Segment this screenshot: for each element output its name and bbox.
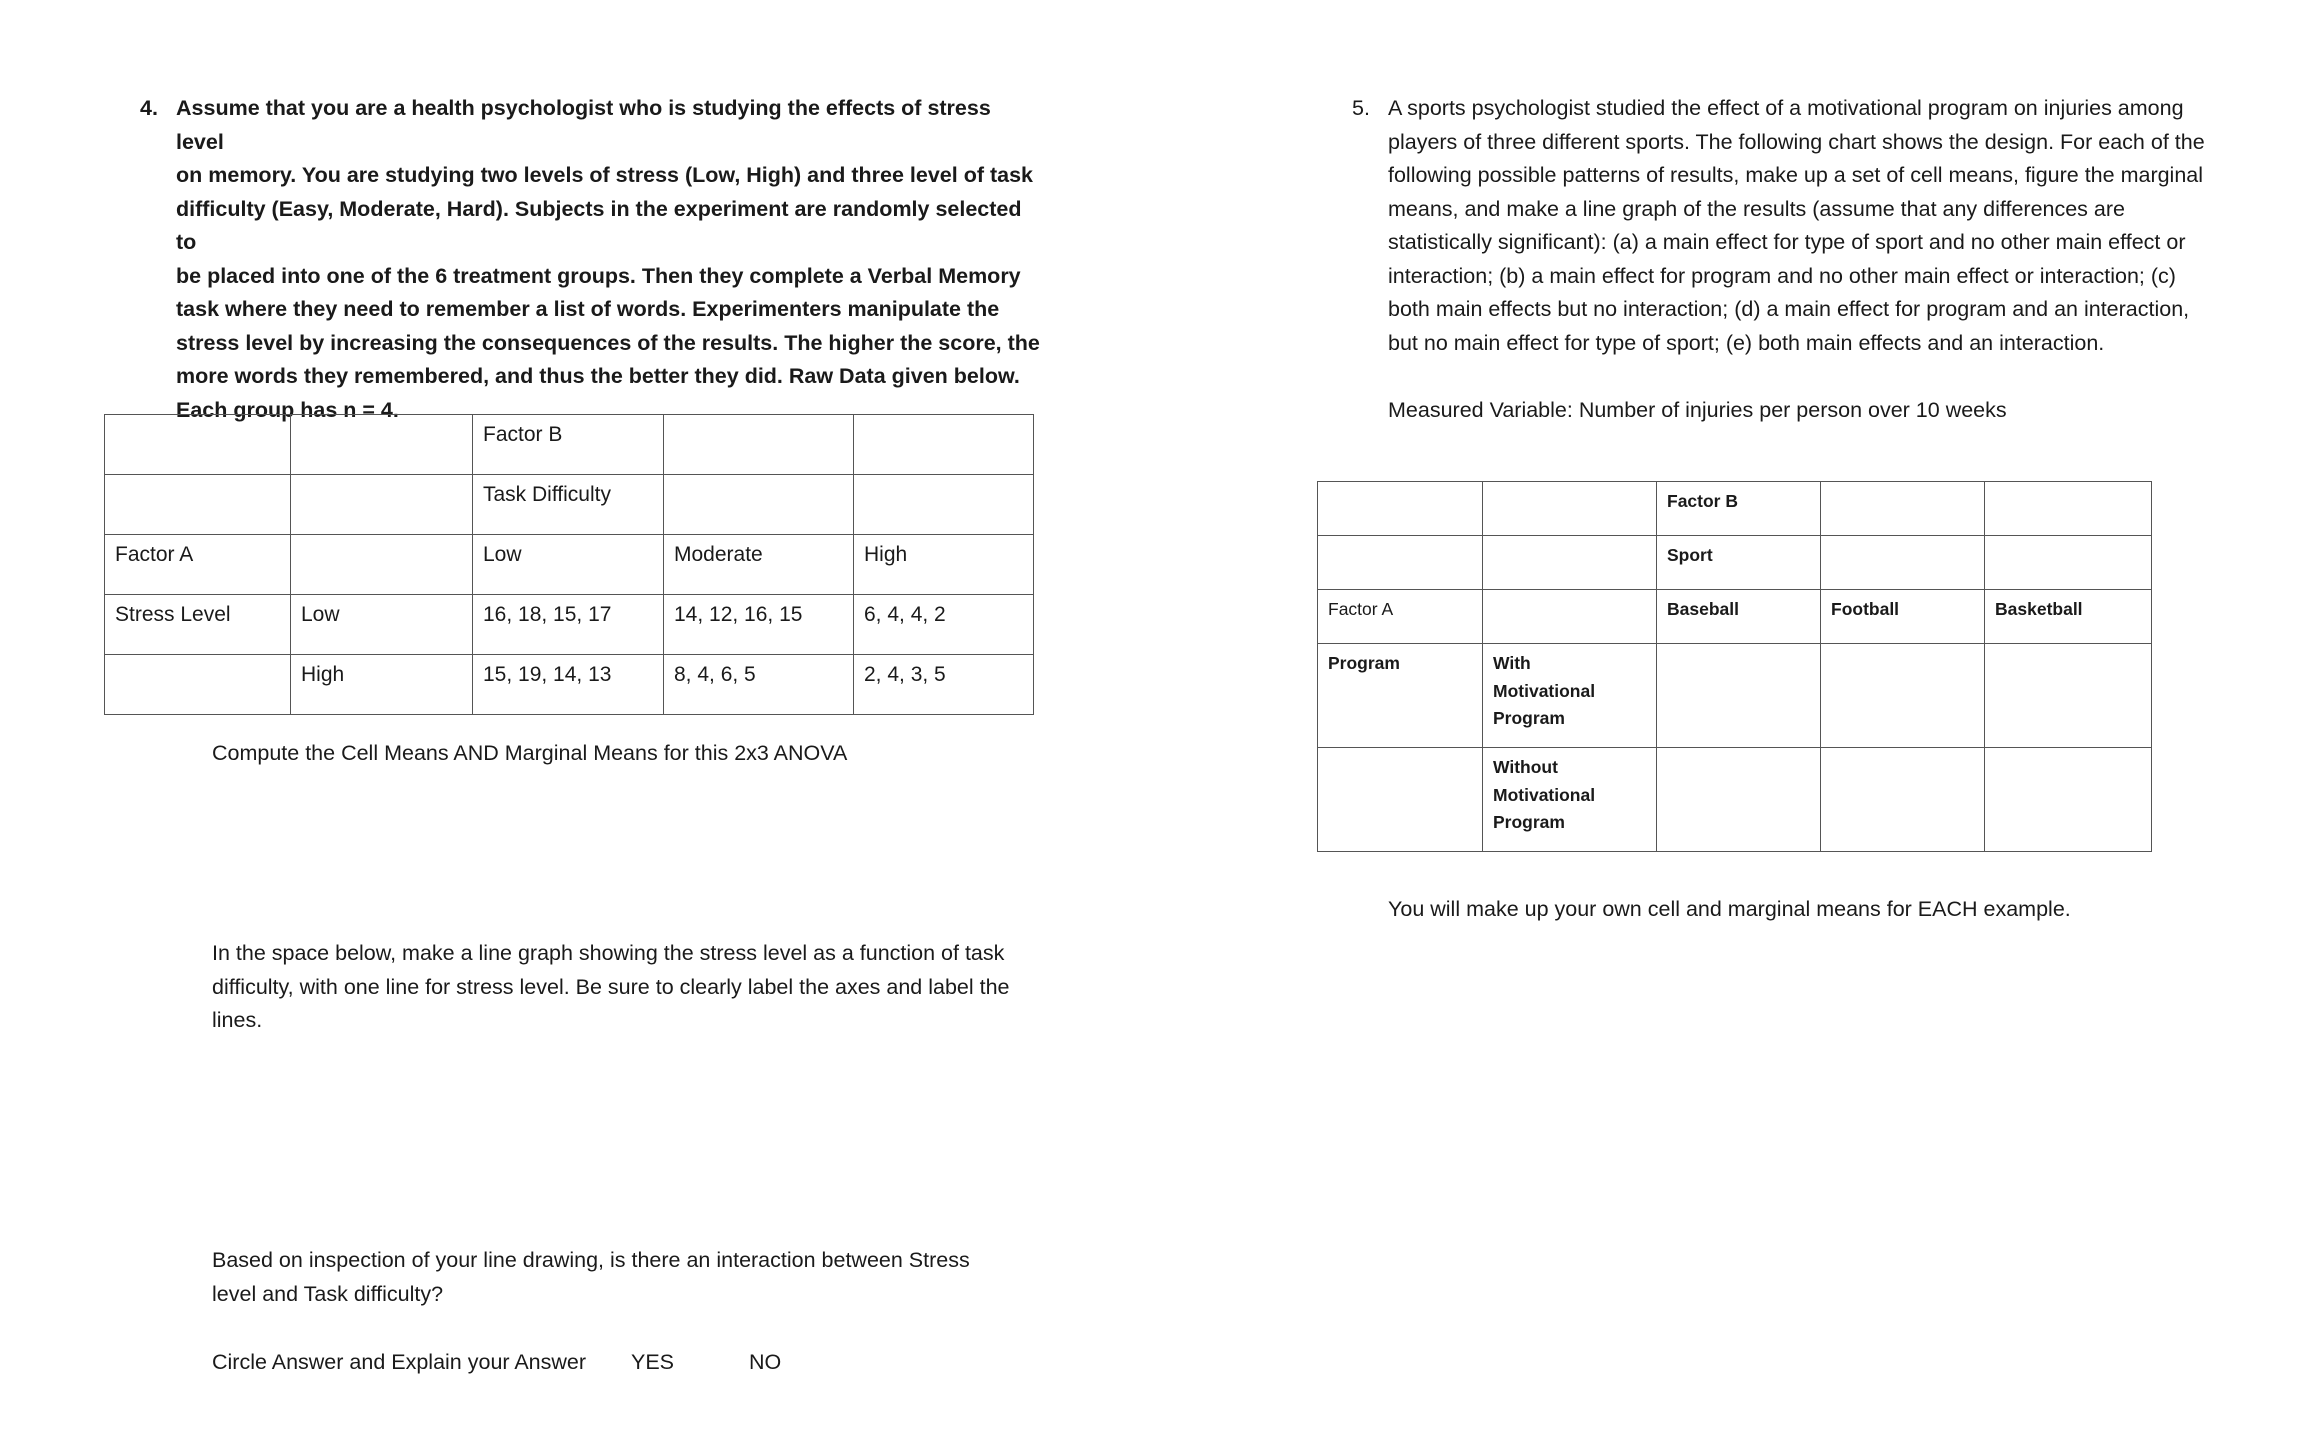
table-row [1318, 536, 2152, 590]
table-row [105, 595, 1034, 655]
stress-low-label: Low [291, 595, 473, 655]
table-cell [854, 415, 1034, 475]
table-cell [1985, 748, 2152, 852]
table-cell: 15, 19, 14, 13 [473, 655, 664, 715]
question-5 [1352, 92, 2252, 360]
table-cell: 6, 4, 4, 2 [854, 595, 1034, 655]
stress-level-header: Stress Level [105, 595, 291, 655]
table-row [1318, 590, 2152, 644]
table-cell [1985, 536, 2152, 590]
table-cell [1483, 536, 1657, 590]
measured-variable: Measured Variable: Number of injuries per person over 10 weeks [1388, 398, 2007, 422]
table-cell [854, 475, 1034, 535]
level-high-header: High [854, 535, 1034, 595]
table-cell [1985, 644, 2152, 748]
table-cell [291, 475, 473, 535]
table-cell [1318, 748, 1483, 852]
sport-header: Sport [1657, 536, 1821, 590]
factor-a-header: Factor A [1318, 590, 1483, 644]
question-5-text: A sports psychologist studied the effect of a motivational program on injuries among players of three different sports. The following chart shows the design. For each of the following possible patterns of results, make up a set of cell means, figure the marginal means, and make a line graph of the results (assume that any differences are statistically significant): (a) a main effect for type of sport and no other main effect or interaction; (b) a main effect for program and no other main effect or interaction; (c) both main effects but no interaction; (d) a main effect for program and an interaction, but no main effect for type of sport; (e) both main effects and an interaction. [1388, 96, 2205, 355]
table-cell [664, 475, 854, 535]
baseball-header: Baseball [1657, 590, 1821, 644]
basketball-header: Basketball [1985, 590, 2152, 644]
factor-b-header: Factor B [473, 415, 664, 475]
question-4 [140, 92, 1040, 427]
line-graph-instruction: In the space below, make a line graph showing the stress level as a function of task difficulty, with one line for stress level. Be sure to clearly label the axes and label the lines. [212, 941, 1010, 1032]
table-row [1318, 748, 2152, 852]
table-cell [1657, 748, 1821, 852]
factor-b-header: Factor B [1657, 482, 1821, 536]
table-cell [105, 415, 291, 475]
own-means-note: You will make up your own cell and marginal means for EACH example. [1388, 897, 2071, 921]
factor-a-header: Factor A [105, 535, 291, 595]
design-table [1317, 481, 2152, 852]
table-cell [664, 415, 854, 475]
table-cell [1318, 536, 1483, 590]
interaction-question: Based on inspection of your line drawing, is there an interaction between Stress level and Task difficulty? [212, 1248, 970, 1306]
table-cell [105, 475, 291, 535]
compute-instruction: Compute the Cell Means AND Marginal Means for this 2x3 ANOVA [212, 741, 848, 765]
yes-option[interactable]: YES [631, 1350, 675, 1374]
table-cell: 14, 12, 16, 15 [664, 595, 854, 655]
table-cell: 16, 18, 15, 17 [473, 595, 664, 655]
table-cell [105, 655, 291, 715]
question-4-number: 4. [140, 96, 158, 120]
no-option[interactable]: NO [749, 1350, 782, 1374]
circle-answer-label: Circle Answer and Explain your Answer [212, 1350, 587, 1374]
table-row [1318, 644, 2152, 748]
table-row [105, 655, 1034, 715]
level-moderate-header: Moderate [664, 535, 854, 595]
question-5-number: 5. [1352, 96, 1370, 120]
table-cell [1821, 536, 1985, 590]
level-low-header: Low [473, 535, 664, 595]
table-cell: 2, 4, 3, 5 [854, 655, 1034, 715]
table-cell [1821, 644, 1985, 748]
table-cell [1318, 482, 1483, 536]
table-cell [1483, 482, 1657, 536]
table-cell [1657, 644, 1821, 748]
table-row [105, 475, 1034, 535]
table-cell: 8, 4, 6, 5 [664, 655, 854, 715]
program-header: Program [1318, 644, 1483, 748]
with-program-label: With Motivational Program [1483, 644, 1657, 748]
table-row [1318, 482, 2152, 536]
table-row [105, 535, 1034, 595]
football-header: Football [1821, 590, 1985, 644]
table-cell [1985, 482, 2152, 536]
table-cell [1821, 482, 1985, 536]
table-cell [1483, 590, 1657, 644]
without-program-label: Without Motivational Program [1483, 748, 1657, 852]
table-cell [1821, 748, 1985, 852]
question-4-text: Assume that you are a health psychologist who is studying the effects of stress level on memory. You are studying two levels of stress (Low, High) and three level of task difficulty (Easy, Moderate, Hard). Subjects in the experiment are randomly selected to be placed into one of the 6 treatment groups. Then they complete a Verbal Memory task where they need to remember a list of words. Experimenters manipulate the stress level by increasing the consequences of the results. The higher the score, the more words they remembered, and thus the better they did. Raw Data given below. Each group has n = 4. [176, 96, 1040, 422]
task-difficulty-header: Task Difficulty [473, 475, 664, 535]
stress-high-label: High [291, 655, 473, 715]
raw-data-table [104, 414, 1034, 715]
table-row [105, 415, 1034, 475]
table-cell [291, 535, 473, 595]
table-cell [291, 415, 473, 475]
